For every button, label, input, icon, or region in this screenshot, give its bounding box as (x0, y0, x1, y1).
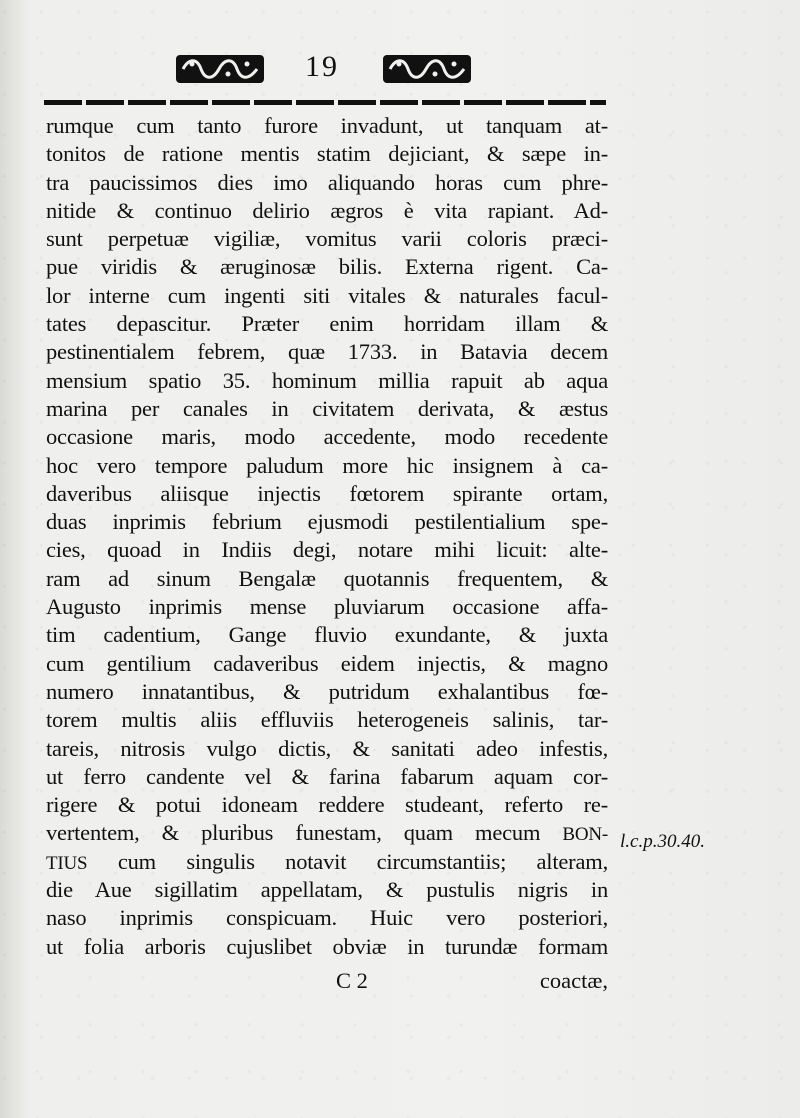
header-rule (44, 100, 606, 105)
text-line: rumque cum tanto furore invadunt, ut tanquam at- (46, 113, 608, 138)
footer-line (46, 968, 608, 1000)
text-line (46, 819, 608, 847)
signature-mark: C 2 (336, 968, 368, 993)
text-line: Augusto inprimis mense pluviarum occasione affa- (46, 594, 608, 620)
text-line: die Aue sigillatim appellatam, & pustulis nigris in (46, 877, 608, 903)
text-line: pestinentialem febrem, quæ 1733. in Batavia decem (46, 339, 608, 365)
text-line: pue viridis & æruginosæ bilis. Externa rigent. Ca- (46, 254, 608, 280)
text-line: ut folia arboris cujuslibet obviæ in turundæ formam (46, 933, 608, 959)
text-line: rigere & potui idoneam reddere studeant, referto re- (46, 792, 608, 818)
text-line: occasione maris, modo accedente, modo recedente (46, 424, 608, 450)
text-line: naso inprimis conspicuam. Huic vero posteriori, (46, 905, 608, 931)
text-line: numero innatantibus, & putridum exhalantibus fœ- (46, 678, 608, 704)
text-line: tra paucissimos dies imo aliquando horas cum phre- (46, 169, 608, 195)
text-line: lor interne cum ingenti siti vitales & naturales facul- (46, 282, 608, 308)
text-line: tates depascitur. Præter enim horridam illam & (46, 311, 608, 337)
fleuron-ornament-icon (175, 52, 265, 86)
fleuron-ornament-icon (382, 52, 472, 86)
text-line: tareis, nitrosis vulgo dictis, & sanitati adeo infestis, (46, 735, 608, 761)
body-text (46, 112, 608, 961)
page-header (175, 48, 470, 90)
text-line: hoc vero tempore paludum more hic insignem à ca- (46, 452, 608, 478)
text-line: cies, quoad in Indiis degi, notare mihi licuit: alte- (46, 537, 608, 563)
catchword: coactæ, (539, 968, 608, 993)
text-line: tonitos de ratione mentis statim dejiciant, & sæpe in- (46, 141, 608, 167)
margin-note: l.c.p.30.40. (620, 831, 705, 852)
text-line: ut ferro candente vel & farina fabarum aquam cor- (46, 763, 608, 789)
author-name: BON- (562, 824, 608, 846)
text-line: ram ad sinum Bengalæ quotannis frequentem, & (46, 565, 608, 591)
text-line: marina per canales in civitatem derivata, & æstus (46, 395, 608, 421)
text-line (46, 848, 608, 876)
text-line: nitide & continuo delirio ægros è vita rapiant. Ad- (46, 197, 608, 223)
text-line: tim cadentium, Gange fluvio exundante, & juxta (46, 622, 608, 648)
page-number: 19 (305, 50, 339, 83)
text-fragment: cum singulis notavit circumstantiis; alteram, (87, 848, 608, 874)
text-line: cum gentilium cadaveribus eidem injectis, & magno (46, 650, 608, 676)
text-line: sunt perpetuæ vigiliæ, vomitus varii coloris præci- (46, 226, 608, 252)
text-fragment: vertentem, & pluribus funestam, quam mecum (46, 820, 563, 846)
text-line: mensium spatio 35. hominum millia rapuit ab aqua (46, 367, 608, 393)
author-name: TIUS (46, 852, 88, 874)
text-line: torem multis aliis effluviis heterogeneis salinis, tar- (46, 707, 608, 733)
text-line: duas inprimis febrium ejusmodi pestilentialium spe- (46, 509, 608, 535)
text-line: daveribus aliisque injectis fœtorem spirante ortam, (46, 480, 608, 506)
